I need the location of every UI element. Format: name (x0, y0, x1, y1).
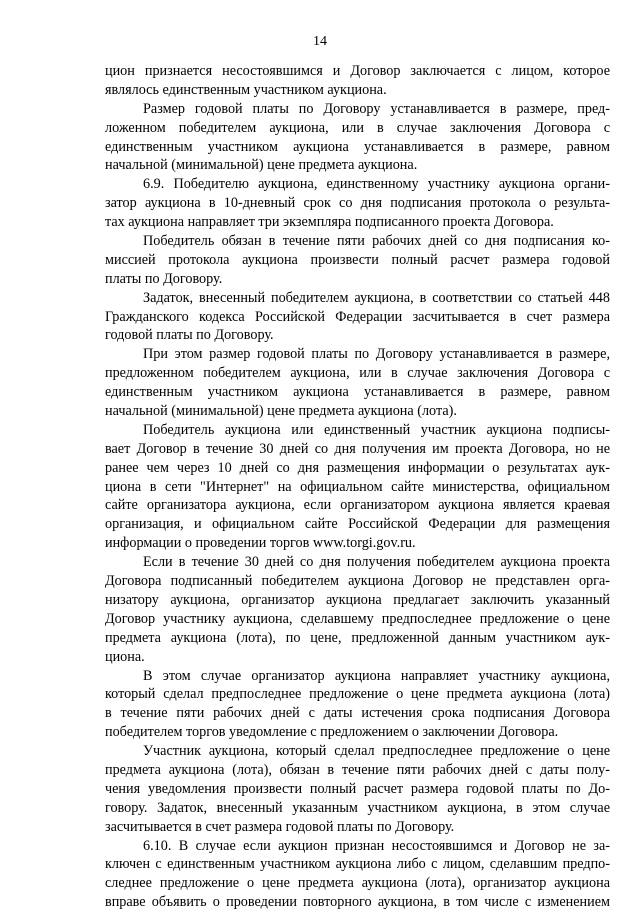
text-line: являлось единственным участником аукциона. (105, 81, 387, 98)
text-line: засчитывается в счет размера годовой платы по Договору. (105, 818, 455, 835)
text-line: предмета аукциона (лота), обязан в течение пяти рабочих дней с даты полу- (105, 761, 610, 778)
text-line: победителем торгов уведомление с предложением о заключении Договора. (105, 724, 559, 741)
text-line: Договор участнику аукциона, сделавшему предпоследнее предложение о цене (105, 610, 610, 627)
text-line: циона. (105, 648, 145, 665)
text-line: Победитель обязан в течение пяти рабочих дней со дня подписания ко- (143, 233, 610, 250)
text-line: низатору аукциона, организатор аукциона предлагает заключить указанный (105, 591, 610, 608)
text-line: Гражданского кодекса Российской Федерации засчитывается в счет размера (105, 308, 610, 325)
text-line: предложенном победителем аукциона, или в случае заключения Договора с (105, 365, 610, 382)
paragraph (105, 667, 610, 743)
paragraph (105, 837, 610, 912)
paragraph (105, 289, 610, 346)
text-line: 6.10. В случае если аукцион признан несостоявшимся и Договор не за- (143, 837, 610, 854)
paragraph (105, 421, 610, 553)
text-line: предмета аукциона (лота), по цене, предложенной данным участником аук- (105, 629, 610, 646)
text-line: который сделал предпоследнее предложение о цене предмета аукциона (лота) (105, 686, 610, 703)
text-line: ложенном победителем аукциона, или в случае заключения Договора с (105, 119, 610, 136)
text-line: В этом случае организатор аукциона направляет участнику аукциона, (143, 667, 610, 684)
text-line: организация, и официальном сайте Российской Федерации для размещения (105, 516, 610, 533)
text-line: затор аукциона в 10-дневный срок со дня подписания протокола о результа- (105, 195, 610, 212)
text-line: следнее предложение о цене предмета аукциона (лота), организатор аукциона (105, 875, 610, 892)
text-line: цион признается несостоявшимся и Договор заключается с лицом, которое (105, 63, 610, 79)
text-line: единственным участником аукциона устанавливается в размере, равном (105, 138, 610, 155)
text-line: циона в сети "Интернет" на официальном сайте министерства, официальном (105, 478, 610, 495)
text-line: Задаток, внесенный победителем аукциона, в соответствии со статьей 448 (143, 289, 610, 306)
text-line: единственным участником аукциона устанавливается в размере, равном (105, 384, 610, 401)
text-line: Участник аукциона, который сделал предпоследнее предложение о цене (143, 743, 610, 760)
paragraph (105, 232, 610, 289)
text-line: Победитель аукциона или единственный участник аукциона подписы- (143, 421, 610, 438)
paragraph (105, 62, 610, 100)
text-line: вает Договор в течение 30 дней со дня получения им проекта Договора, но не (105, 440, 610, 457)
text-line: ключен с единственным участником аукциона либо с лицом, сделавшим предпо- (105, 856, 610, 873)
paragraph (105, 742, 610, 836)
text-line: 6.9. Победителю аукциона, единственному участнику аукциона органи- (143, 176, 610, 193)
text-line: говору. Задаток, внесенный указанным участником аукциона, в этом случае (105, 799, 610, 816)
text-line: При этом размер годовой платы по Договору устанавливается в размере, (143, 346, 610, 363)
text-line: начальной (минимальной) цене предмета аукциона (лота). (105, 403, 457, 420)
text-line: ранее чем через 10 дней со дня размещения информации о результатах аук- (105, 459, 610, 476)
text-line: чения уведомления произвести полный расчет размера годовой платы по До- (105, 780, 610, 797)
text-line: сайте организатора аукциона, если организатором аукциона является краевая (105, 497, 610, 514)
text-line: платы по Договору. (105, 270, 223, 287)
text-line: информации о проведении торгов www.torgi.gov.ru. (105, 535, 416, 552)
paragraph (105, 175, 610, 232)
text-line: начальной (минимальной) цене предмета аукциона. (105, 157, 418, 174)
text-line: тах аукциона направляет три экземпляра подписанного проекта Договора. (105, 214, 554, 231)
text-line: годовой платы по Договору. (105, 327, 274, 344)
text-line: Размер годовой платы по Договору устанавливается в размере, пред- (143, 100, 610, 117)
paragraph (105, 553, 610, 666)
text-line: в течение пяти рабочих дней с даты истечения срока подписания Договора (105, 705, 610, 722)
page-number: 14 (313, 34, 327, 49)
paragraph (105, 345, 610, 421)
text-line: Если в течение 30 дней со дня получения победителем аукциона проекта (143, 554, 610, 571)
text-line: вправе объявить о проведении повторного аукциона, в том числе с изменением (105, 894, 610, 911)
text-line: миссией протокола аукциона произвести полный расчет размера годовой (105, 251, 610, 268)
text-line: Договора подписанный победителем аукциона Договор не представлен орга- (105, 573, 610, 590)
paragraph (105, 100, 610, 176)
document-body (105, 62, 610, 912)
